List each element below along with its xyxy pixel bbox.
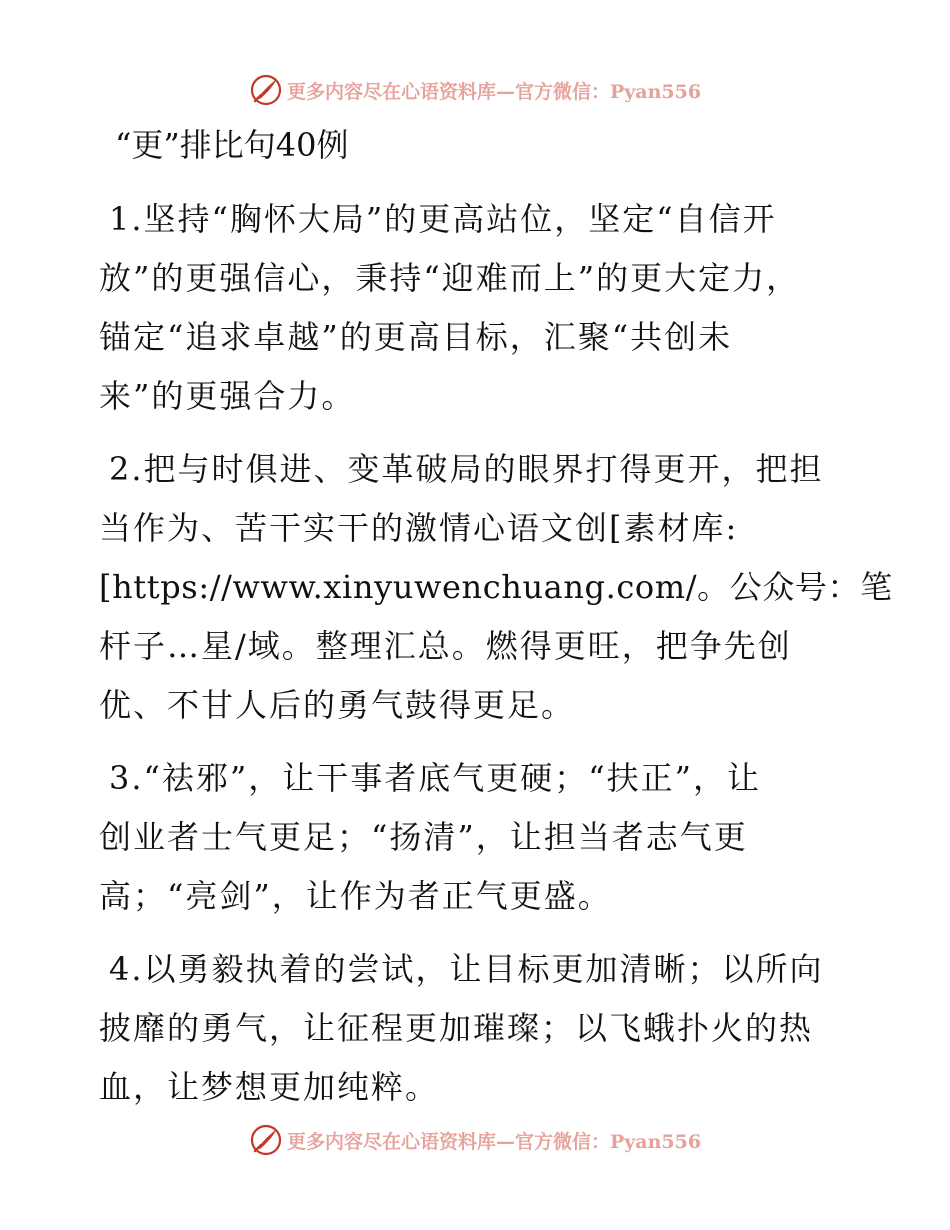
paragraph-4 bbox=[99, 940, 859, 1117]
paragraph-line: 3.“祛邪”，让干事者底气更硬；“扶正”，让 bbox=[109, 759, 761, 797]
footer-banner-inner bbox=[249, 1123, 701, 1157]
paragraph-line: 高；“亮剑”，让作为者正气更盛。 bbox=[99, 877, 612, 915]
paragraph-line: 2.把与时俱进、变革破局的眼界打得更开，把担 bbox=[109, 450, 824, 488]
paragraph-2 bbox=[99, 440, 893, 735]
paragraph-3 bbox=[99, 749, 859, 926]
paragraph-line: 血，让梦想更加纯粹。 bbox=[99, 1068, 440, 1106]
header-banner bbox=[0, 70, 950, 110]
footer-banner bbox=[0, 1120, 950, 1160]
header-banner-text: 更多内容尽在心语资料库—官方微信：Pyan556 bbox=[286, 80, 702, 103]
quill-pen-logo-icon bbox=[249, 73, 283, 107]
paragraph-line: 放”的更强信心，秉持“迎难而上”的更大定力， bbox=[99, 259, 801, 297]
header-banner-inner bbox=[249, 73, 701, 107]
paragraph-line: [https://www.xinyuwenchuang.com/。公众号：笔 bbox=[99, 568, 893, 606]
paragraph-line: 锚定“追求卓越”的更高目标，汇聚“共创未 bbox=[99, 318, 733, 356]
paragraph-line: 当作为、苦干实干的激情心语文创[素材库: bbox=[99, 509, 739, 547]
paragraph-line: 优、不甘人后的勇气鼓得更足。 bbox=[99, 686, 576, 724]
paragraph-line: 1.坚持“胸怀大局”的更高站位，坚定“自信开 bbox=[109, 200, 777, 238]
paragraph-line: 杆子…星/域。整理汇总。燃得更旺，把争先创 bbox=[99, 627, 792, 665]
paragraph-line: 来”的更强合力。 bbox=[99, 377, 356, 415]
quill-pen-logo-icon bbox=[249, 1123, 283, 1157]
footer-banner-text: 更多内容尽在心语资料库—官方微信：Pyan556 bbox=[286, 1130, 702, 1153]
paragraph-line: 创业者士气更足；“扬清”，让担当者志气更 bbox=[99, 818, 748, 856]
document-title: “更”排比句40例 bbox=[115, 126, 349, 164]
paragraph-line: 4.以勇毅执着的尝试，让目标更加清晰；以所向 bbox=[109, 950, 824, 988]
paragraph-1 bbox=[99, 190, 859, 426]
document-body bbox=[99, 122, 893, 1117]
paragraph-line: 披靡的勇气，让征程更加璀璨；以飞蛾扑火的热 bbox=[99, 1009, 814, 1047]
